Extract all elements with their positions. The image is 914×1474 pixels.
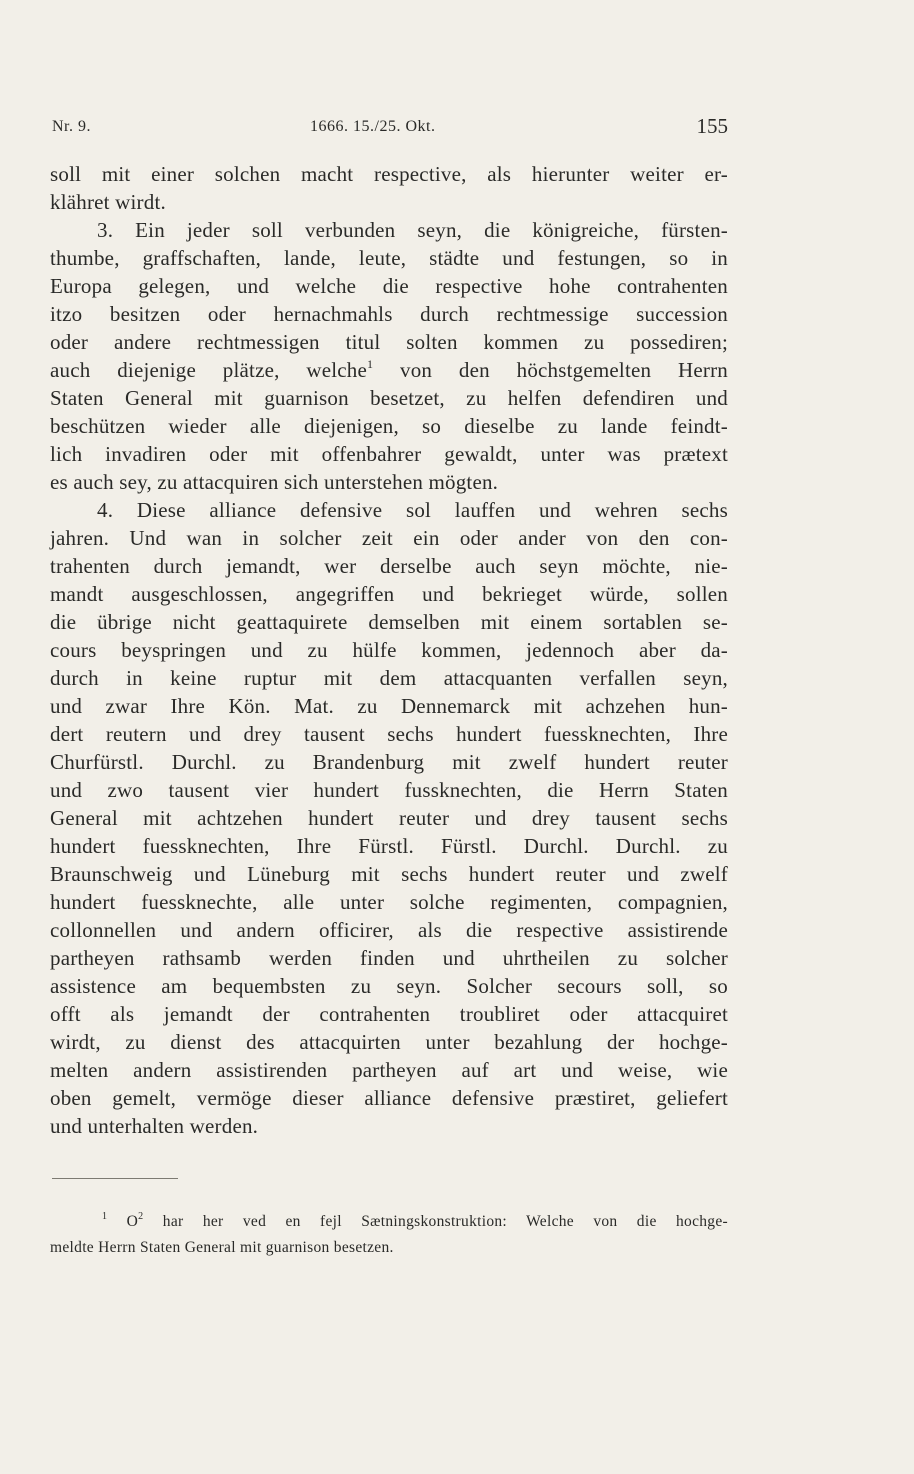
text-line: 4. Diese alliance defensive sol lauffen und wehren sechs — [97, 498, 728, 522]
text-line: jahren. Und wan in solcher zeit ein oder ander von den con- — [50, 526, 728, 550]
text-line: Braunschweig und Lüneburg mit sechs hundert reuter und zwelf — [50, 862, 728, 886]
text-line: und zwar Ihre Kön. Mat. zu Dennemarck mit achzehen hun- — [50, 694, 728, 718]
text-line: und unterhalten werden. — [50, 1114, 259, 1138]
text-line: partheyen rathsamb werden finden und uhrtheilen zu solcher — [50, 946, 728, 970]
footnote-marker: 1 — [102, 1211, 108, 1222]
text-line: thumbe, graffschaften, lande, leute, städte und festungen, so in — [50, 246, 728, 270]
text-line: trahenten durch jemandt, wer derselbe auch seyn möchte, nie- — [50, 554, 728, 578]
text-line-with-footnote-ref — [50, 356, 728, 384]
text-line: assistence am bequembsten zu seyn. Solcher secours soll, so — [50, 974, 728, 998]
text-line: lich invadiren oder mit offenbahrer gewaldt, unter was prætext — [50, 442, 728, 466]
footnote-line — [50, 1209, 728, 1235]
text-line: beschützen wieder alle diejenigen, so dieselbe zu lande feindt- — [50, 414, 728, 438]
text-line: oben gemelt, vermöge dieser alliance defensive præstiret, geliefert — [50, 1086, 728, 1110]
document-number: Nr. 9. — [52, 118, 91, 135]
text-line: Churfürstl. Durchl. zu Brandenburg mit zwelf hundert reuter — [50, 750, 728, 774]
text-line: cours beyspringen und zu hülfe kommen, jedennoch aber da- — [50, 638, 728, 662]
text-line: General mit achtzehen hundert reuter und drey tausent sechs — [50, 806, 728, 830]
text-line: oder andere rechtmessigen titul solten kommen zu possediren; — [50, 330, 728, 354]
text-fragment: auch diejenige plätze, welche — [50, 358, 368, 382]
text-line: es auch sey, zu attacquiren sich unterstehen mögten. — [50, 470, 499, 494]
text-line: klähret wirdt. — [50, 190, 166, 214]
text-line: hundert fuessknechte, alle unter solche regimenten, compagnien, — [50, 890, 728, 914]
text-line: melten andern assistirenden partheyen auf art und weise, wie — [50, 1058, 728, 1082]
text-line: hundert fuessknechten, Ihre Fürstl. Fürstl. Durchl. Durchl. zu — [50, 834, 728, 858]
text-line: die übrige nicht geattaquirete demselben mit einem sortablen se- — [50, 610, 728, 634]
text-fragment: von den höchstgemelten Herrn — [373, 358, 728, 382]
footnote — [50, 1209, 728, 1261]
text-line: mandt ausgeschlossen, angegriffen und bekrieget würde, sollen — [50, 582, 728, 606]
text-line: und zwo tausent vier hundert fussknechten, die Herrn Staten — [50, 778, 728, 802]
text-line: wirdt, zu dienst des attacquirten unter bezahlung der hochge- — [50, 1030, 728, 1054]
footnote-separator — [52, 1178, 178, 1179]
manuscript-siglum-index: 2 — [138, 1211, 144, 1222]
footnote-text: har her ved en fejl Sætningskonstruktion: Welche von die hochge- — [143, 1213, 728, 1230]
text-line: Europa gelegen, und welche die respective hohe contrahenten — [50, 274, 728, 298]
footnote-line: meldte Herrn Staten General mit guarnison besetzen. — [50, 1239, 394, 1256]
manuscript-siglum: O — [126, 1213, 139, 1230]
text-line: durch in keine ruptur mit dem attacquanten verfallen seyn, — [50, 666, 728, 690]
page-number: 155 — [696, 114, 728, 138]
running-header — [52, 114, 728, 144]
text-line: offt als jemandt der contrahenten troubliret oder attacquiret — [50, 1002, 728, 1026]
text-line: 3. Ein jeder soll verbunden seyn, die königreiche, fürsten- — [97, 218, 728, 242]
footnote-reference: 1 — [367, 357, 374, 371]
text-line: dert reutern und drey tausent sechs hundert fuessknechten, Ihre — [50, 722, 728, 746]
main-text — [50, 160, 728, 1140]
text-line: collonnellen und andern officirer, als die respective assistirende — [50, 918, 728, 942]
text-line: Staten General mit guarnison besetzet, zu helfen defendiren und — [50, 386, 728, 410]
text-line: soll mit einer solchen macht respective, als hierunter weiter er- — [50, 162, 728, 186]
document-date: 1666. 15./25. Okt. — [310, 118, 436, 135]
text-line: itzo besitzen oder hernachmahls durch rechtmessige succession — [50, 302, 728, 326]
